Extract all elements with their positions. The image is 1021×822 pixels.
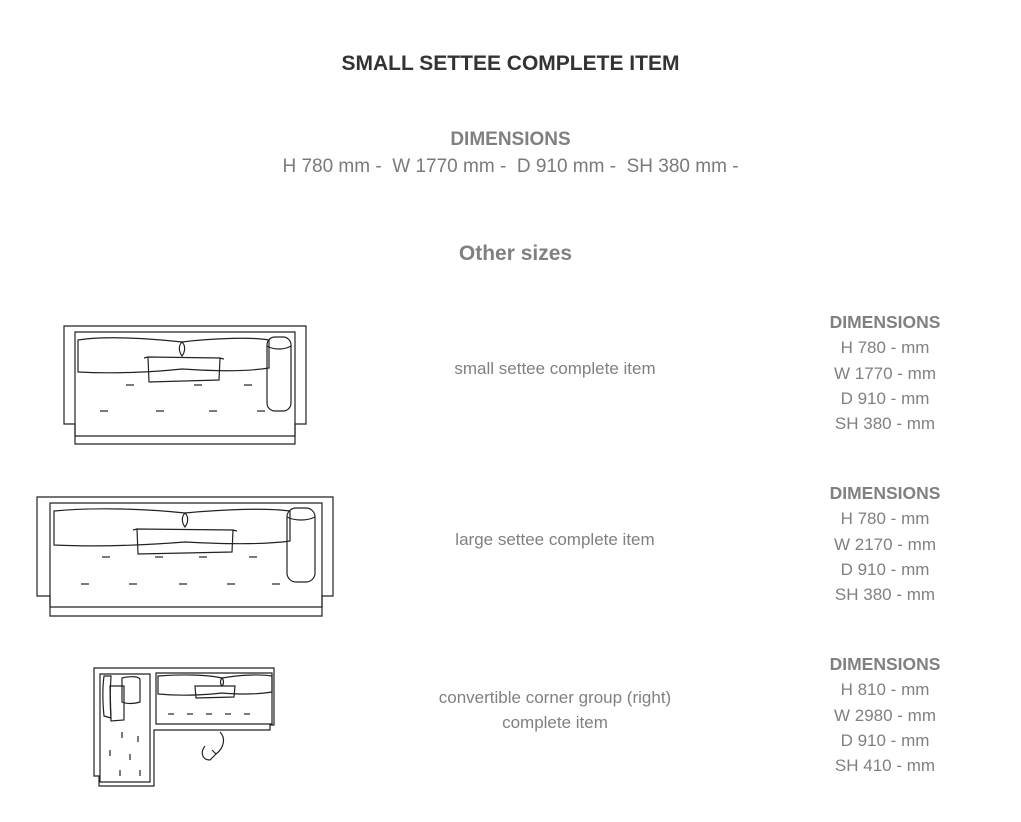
dimensions-large-settee [805,481,965,607]
large-settee-drawing [37,495,335,617]
other-sizes-heading: Other sizes [458,242,573,265]
dimensions-small-settee [805,310,965,436]
dimensions-heading: DIMENSIONS [829,483,941,503]
dimension-height: H 810 - mm [840,680,930,700]
item-name-small-settee [400,356,710,381]
dimension-seat-height: SH 380 - mm [834,585,936,605]
dimension-depth: D 910 - mm [840,730,930,750]
dimension-height: H 780 - mm [840,338,930,358]
dimensions-heading: DIMENSIONS [829,654,941,674]
dimension-depth: D 910 - mm [840,559,930,579]
item-name-line: small settee complete item [454,359,656,378]
dimension-height: H 780 - mm [840,509,930,529]
page-title: SMALL SETTEE COMPLETE ITEM [341,52,680,75]
dimension-width: W 2980 - mm [833,705,937,725]
item-name-line: complete item [502,713,608,732]
dimension-width: W 2170 - mm [833,534,937,554]
corner-group-drawing [94,666,278,788]
item-name-line: large settee complete item [455,530,655,549]
dimensions-corner-group [805,652,965,778]
dimension-width: W 1770 - mm [833,363,937,383]
small-settee-drawing [64,324,307,446]
dimension-seat-height: SH 380 - mm [834,414,936,434]
dimension-seat-height: SH 410 - mm [834,756,936,776]
item-name-corner-group [400,685,710,735]
item-name-line: convertible corner group (right) [438,688,672,707]
dimensions-heading: DIMENSIONS [450,129,571,150]
dimension-depth: D 910 - mm [840,388,930,408]
item-name-large-settee [400,527,710,552]
dimensions-line: H 780 mm - W 1770 mm - D 910 mm - SH 380 mm - [282,156,739,177]
dimensions-heading: DIMENSIONS [829,312,941,332]
